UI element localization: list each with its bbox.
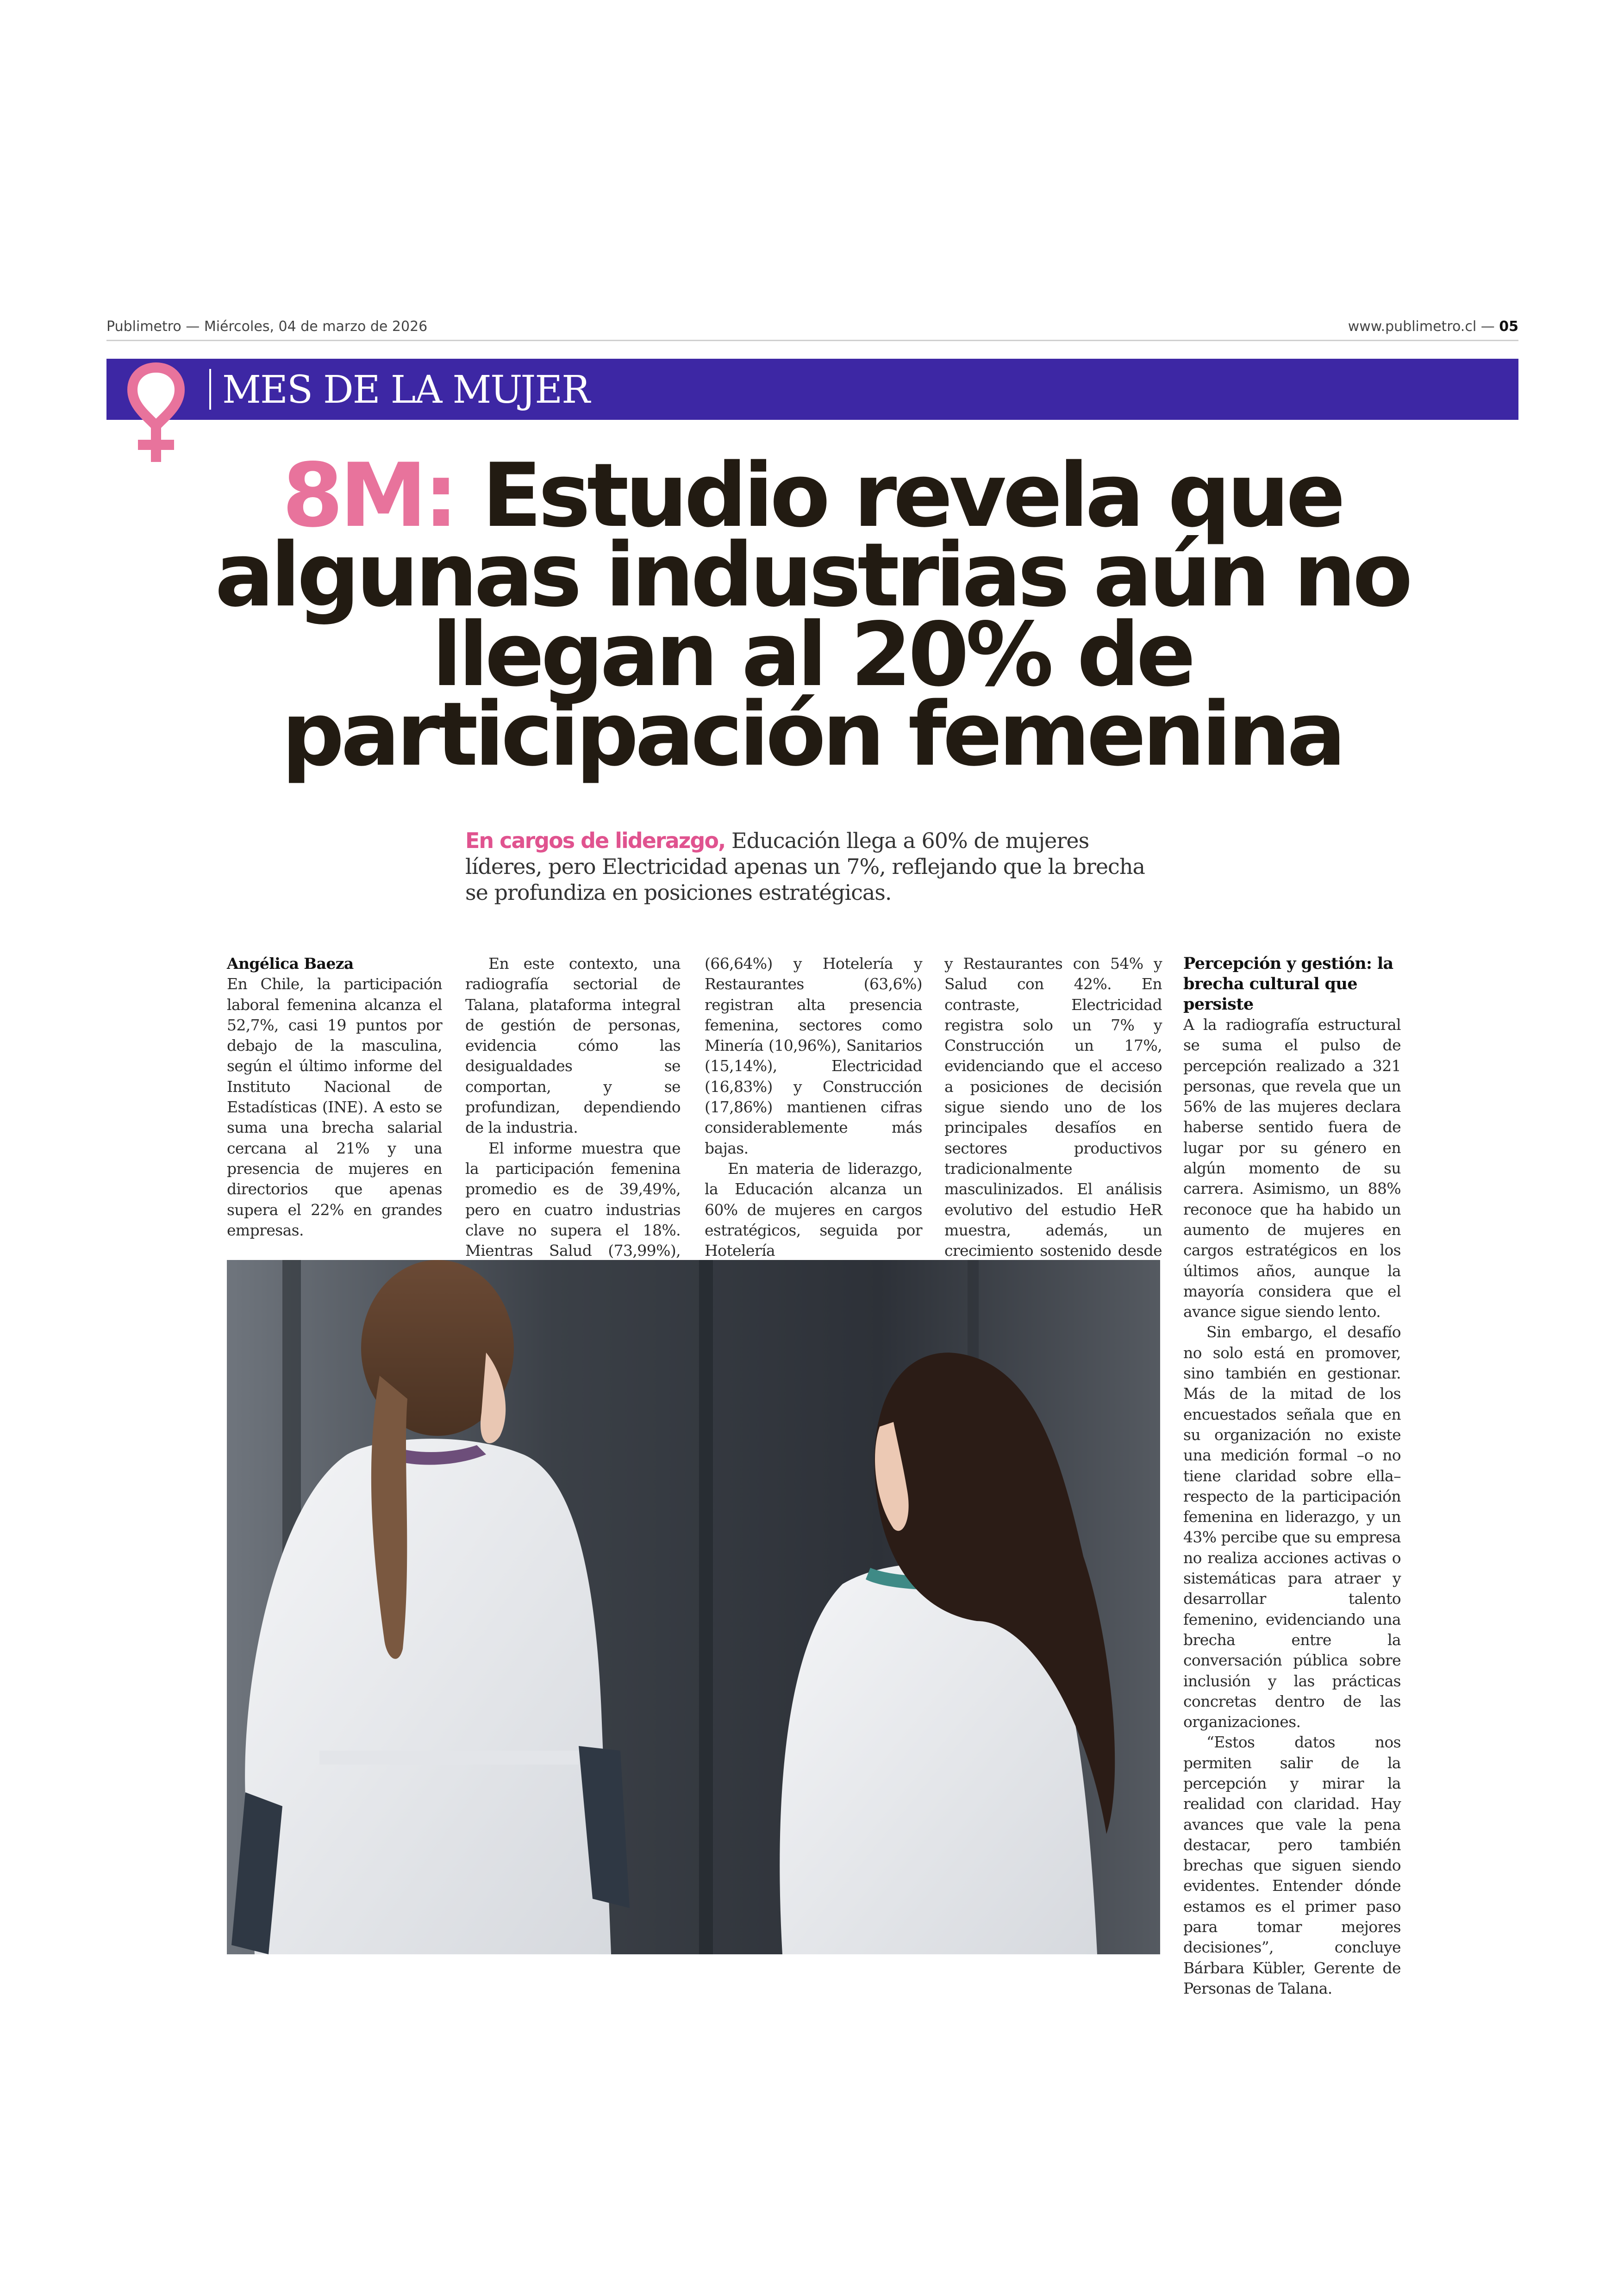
page-number: 05 xyxy=(1499,318,1518,335)
article-paragraph: En este contexto, una radiografía sectorial de Talana, plataforma integral de gestión de personas, evidencia cómo las desigualdades se comportan, y se profundizan, dependiendo de la industria. xyxy=(465,954,681,1137)
article-paragraph: En Chile, la participación laboral femenina alcanza el 52,7%, casi 19 puntos por debajo de la masculina, según el último informe del Instituto Nacional de Estadísticas (INE). A esto se suma una brecha salarial cercana al 21% y una presencia de mujeres en directorios que apenas supera el 22% en grandes empresas. xyxy=(227,975,442,1239)
article-photo xyxy=(227,1260,1160,1954)
deck-kicker: En cargos de liderazgo, xyxy=(465,828,725,853)
article-paragraph: A la radiografía estructural se suma el pulso de percepción realizado a 321 personas, que revela que un 56% de las mujeres declara haberse sentido fuera de lugar por su género en algún momento de su carrera. Asimismo, un 88% reconoce que ha habido un aumento de mujeres en cargos estratégicos en los últimos años, aunque la mayoría considera que el avance sigue siendo lento. xyxy=(1183,1016,1401,1321)
article-paragraph: (66,64%) y Hotelería y Restaurantes (63,6%) registran alta presencia femenina, sectores como Minería (10,96%), Sanitarios (15,14%), Electricidad (16,83%) y Construcción (17,86%) mantienen cifras considerablemente más bajas. xyxy=(705,954,922,1157)
section-title: MES DE LA MUJER xyxy=(222,368,589,412)
article-column-5 xyxy=(1183,954,1401,1999)
deck xyxy=(465,828,1160,905)
headline xyxy=(139,444,1485,786)
subheading: Percepción y gestión: la brecha cultural que persiste xyxy=(1183,954,1393,1014)
deck-text: Educación llega a 60% de mujeres líderes, pero Electricidad apenas un 7%, reflejando que la brecha se profundiza en posiciones estratégicas. xyxy=(465,828,1145,905)
article-column-4 xyxy=(944,954,1162,1282)
byline: Angélica Baeza xyxy=(227,954,354,973)
website-url: www.publimetro.cl — xyxy=(1348,318,1495,335)
folio-line xyxy=(106,318,1518,335)
article-paragraph: En materia de liderazgo, la Educación alcanza un 60% de mujeres en cargos estratégicos, seguida por Hotelería xyxy=(705,1159,922,1260)
page-folio xyxy=(1348,318,1518,335)
article-column-2 xyxy=(465,954,681,1282)
publication-date: Publimetro — Miércoles, 04 de marzo de 2026 xyxy=(106,318,428,335)
article-column-3 xyxy=(705,954,922,1261)
folio-rule xyxy=(106,340,1518,341)
article-column-1 xyxy=(227,954,442,1241)
article-paragraph: “Estos datos nos permiten salir de la percepción y mirar la realidad con claridad. Hay avances que vale la pena destacar, pero también brechas que siguen siendo evidentes. Entender dónde estamos es el primer paso para tomar mejores decisiones”, concluye Bárbara Kübler, Gerente de Personas de Talana. xyxy=(1183,1733,1401,1997)
section-divider xyxy=(209,369,211,410)
article-paragraph: y Restaurantes con 54% y Salud con 42%. En contraste, Electricidad registra solo un 7% y Construcción un 17%, evidenciando que el acceso a posiciones de decisión sigue siendo uno de los principales desafíos en sectores productivos tradicionalmente masculinizados. El análisis evolutivo del estudio HeR muestra, además, un crecimiento sostenido desde xyxy=(944,954,1162,1260)
female-symbol-icon xyxy=(121,361,191,465)
headline-text: Estudio revela que algunas industrias aún no llegan al 20% de participación femenina xyxy=(215,444,1409,786)
article-paragraph: El informe muestra que la participación femenina promedio es de 39,49%, pero en cuatro industrias clave no supera el 18%. Mientras Salud (73,99%), xyxy=(465,1139,681,1260)
article-paragraph: Sin embargo, el desafío no solo está en promover, sino también en gestionar. Más de la mitad de los encuestados señala que en su organización no existe una medición formal –o no tiene claridad sobre ella– respecto de la participación femenina en liderazgo, y un 43% percibe que su empresa no realiza acciones activas o sistemáticas para atraer y desarrollar talento femenino, evidenciando una brecha entre la conversación pública sobre inclusión y las prácticas concretas dentro de las organizaciones. xyxy=(1183,1323,1401,1731)
headline-kicker: 8M: xyxy=(282,444,455,547)
section-bar xyxy=(106,359,1518,420)
photo-illustration xyxy=(227,1260,1160,1954)
